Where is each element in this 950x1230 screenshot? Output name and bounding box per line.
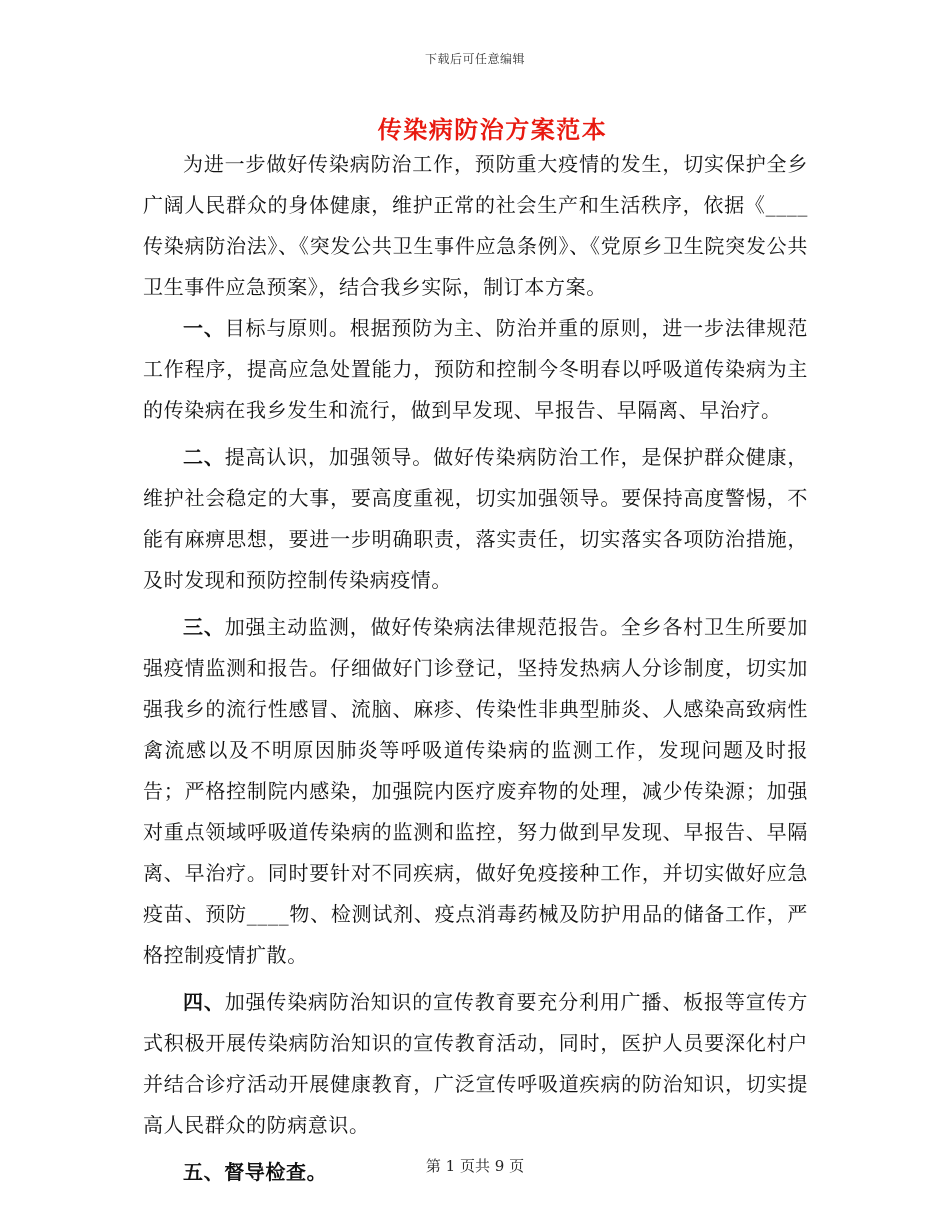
section-5-heading: 五、 — [183, 1160, 225, 1184]
document-title: 传染病防治方案范本 — [377, 115, 608, 144]
section-3-text: 加强主动监测，做好传染病法律规范报告。全乡各村卫生所要加强疫情监测和报告。仔细做好门诊登记，坚持发热病人分诊制度，切实加强我乡的流行性感冒、流脑、麻疹、传染性非典型肺炎、人感染高致病性禽流感以及不明原因肺炎等呼吸道传染病的监测工作，发现问题及时报告；严格控制院内感染，加强院内医疗废弃物的处理，减少传染源；加强对重点领域呼吸道传染病的监测和监控，努力做到早发现、早报告、早隔离、早治疗。同时要针对不同疾病，做好免疫接种工作，并切实做好应急疫苗、预防____物、检测试剂、疫点消毒药械及防护用品的储备工作，严格控制疫情扩散。 — [143, 615, 808, 967]
section-2-heading: 二、 — [183, 445, 225, 469]
section-2-text: 提高认识，加强领导。做好传染病防治工作，是保护群众健康，维护社会稳定的大事，要高度重视，切实加强领导。要保持高度警惕，不能有麻痹思想，要进一步明确职责，落实责任，切实落实各项防治措施，及时发现和预防控制传染病疫情。 — [143, 445, 808, 592]
page-number-footer: 第 1 页共 9 页 — [425, 1157, 525, 1175]
section-1-paragraph — [143, 308, 808, 431]
document-body — [143, 144, 808, 1193]
intro-paragraph: 为进一步做好传染病防治工作，预防重大疫情的发生，切实保护全乡广阔人民群众的身体健康，维护正常的社会生产和生活秩序，依据《____传染病防治法》、《突发公共卫生事件应急条例》、《党原乡卫生院突发公共卫生事件应急预案》，结合我乡实际，制订本方案。 — [143, 152, 808, 299]
section-2-paragraph — [143, 437, 808, 601]
page-header-note: 下载后可任意编辑 — [424, 52, 525, 66]
section-5-text: 督导检查。 — [224, 1160, 328, 1184]
section-4-paragraph — [143, 982, 808, 1146]
section-1-heading: 一、 — [183, 316, 225, 340]
section-4-text: 加强传染病防治知识的宣传教育要充分利用广播、板报等宣传方式积极开展传染病防治知识的宣传教育活动，同时，医护人员要深化村户并结合诊疗活动开展健康教育，广泛宣传呼吸道疾病的防治知识，切实提高人民群众的防病意识。 — [143, 990, 808, 1137]
section-3-paragraph — [143, 607, 808, 976]
section-3-heading: 三、 — [183, 615, 225, 639]
section-1-text: 目标与原则。根据预防为主、防治并重的原则，进一步法律规范工作程序，提高应急处置能力，预防和控制今冬明春以呼吸道传染病为主的传染病在我乡发生和流行，做到早发现、早报告、早隔离、早治疗。 — [143, 316, 808, 422]
section-4-heading: 四、 — [183, 990, 225, 1014]
